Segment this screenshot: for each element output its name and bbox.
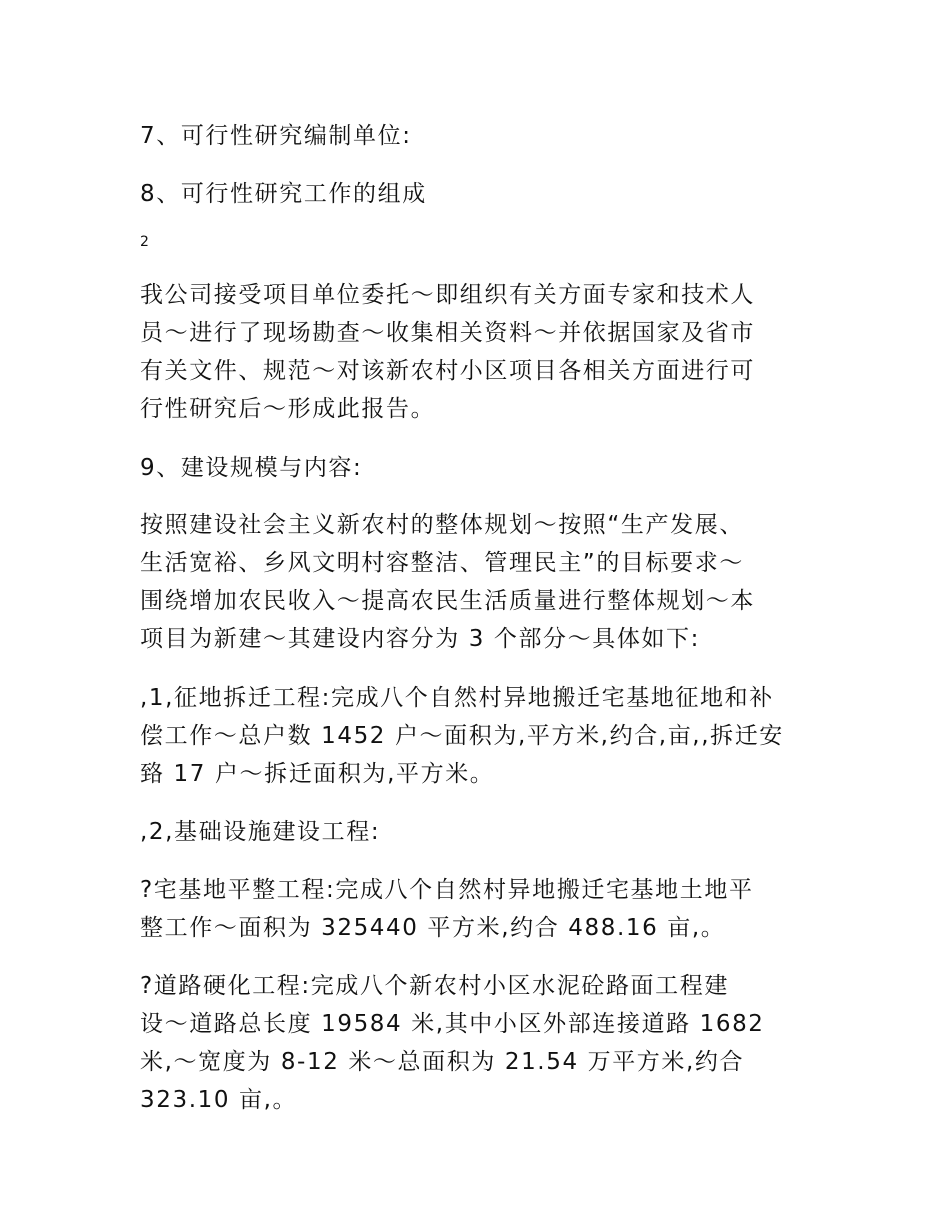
paragraph-line: 323.10 亩,。 bbox=[140, 1087, 298, 1113]
paragraph-line: 生活宽裕、乡风文明村容整洁、管理民主”的目标要求～ bbox=[140, 550, 744, 576]
heading-item-2: ,2,基础设施建设工程: bbox=[140, 819, 381, 845]
paragraph-line: 臵 17 户～拆迁面积为,平方米。 bbox=[140, 761, 495, 787]
paragraph-line: 行性研究后～形成此报告。 bbox=[140, 396, 436, 422]
paragraph-line: 按照建设社会主义新农村的整体规划～按照“生产发展、 bbox=[140, 512, 744, 538]
paragraph-line: 员～进行了现场勘查～收集相关资料～并依据国家及省市 bbox=[140, 320, 755, 346]
paragraph-line: ?宅基地平整工程:完成八个自然村异地搬迁宅基地土地平 bbox=[140, 877, 754, 903]
paragraph-line: ?道路硬化工程:完成八个新农村小区水泥砼路面工程建 bbox=[140, 973, 729, 999]
paragraph-line: 整工作～面积为 325440 平方米,约合 488.16 亩,。 bbox=[140, 915, 726, 941]
paragraph-line: 米,～宽度为 8-12 米～总面积为 21.54 万平方米,约合 bbox=[140, 1049, 745, 1075]
heading-section-7: 7、可行性研究编制单位: bbox=[140, 123, 412, 149]
paragraph-line: 偿工作～总户数 1452 户～面积为,平方米,约合,亩,,拆迁安 bbox=[140, 723, 784, 749]
heading-section-9: 9、建设规模与内容: bbox=[140, 455, 363, 481]
paragraph-line: ,1,征地拆迁工程:完成八个自然村异地搬迁宅基地征地和补 bbox=[140, 685, 774, 711]
paragraph-line: 设～道路总长度 19584 米,其中小区外部连接道路 1682 bbox=[140, 1011, 765, 1037]
paragraph-line: 我公司接受项目单位委托～即组织有关方面专家和技术人 bbox=[140, 282, 755, 308]
paragraph-line: 围绕增加农民收入～提高农民生活质量进行整体规划～本 bbox=[140, 588, 755, 614]
paragraph-line: 有关文件、规范～对该新农村小区项目各相关方面进行可 bbox=[140, 358, 755, 384]
heading-section-8: 8、可行性研究工作的组成 bbox=[140, 181, 427, 207]
page-number-mark: 2 bbox=[140, 234, 149, 250]
paragraph-line: 项目为新建～其建设内容分为 3 个部分～具体如下: bbox=[140, 626, 701, 652]
